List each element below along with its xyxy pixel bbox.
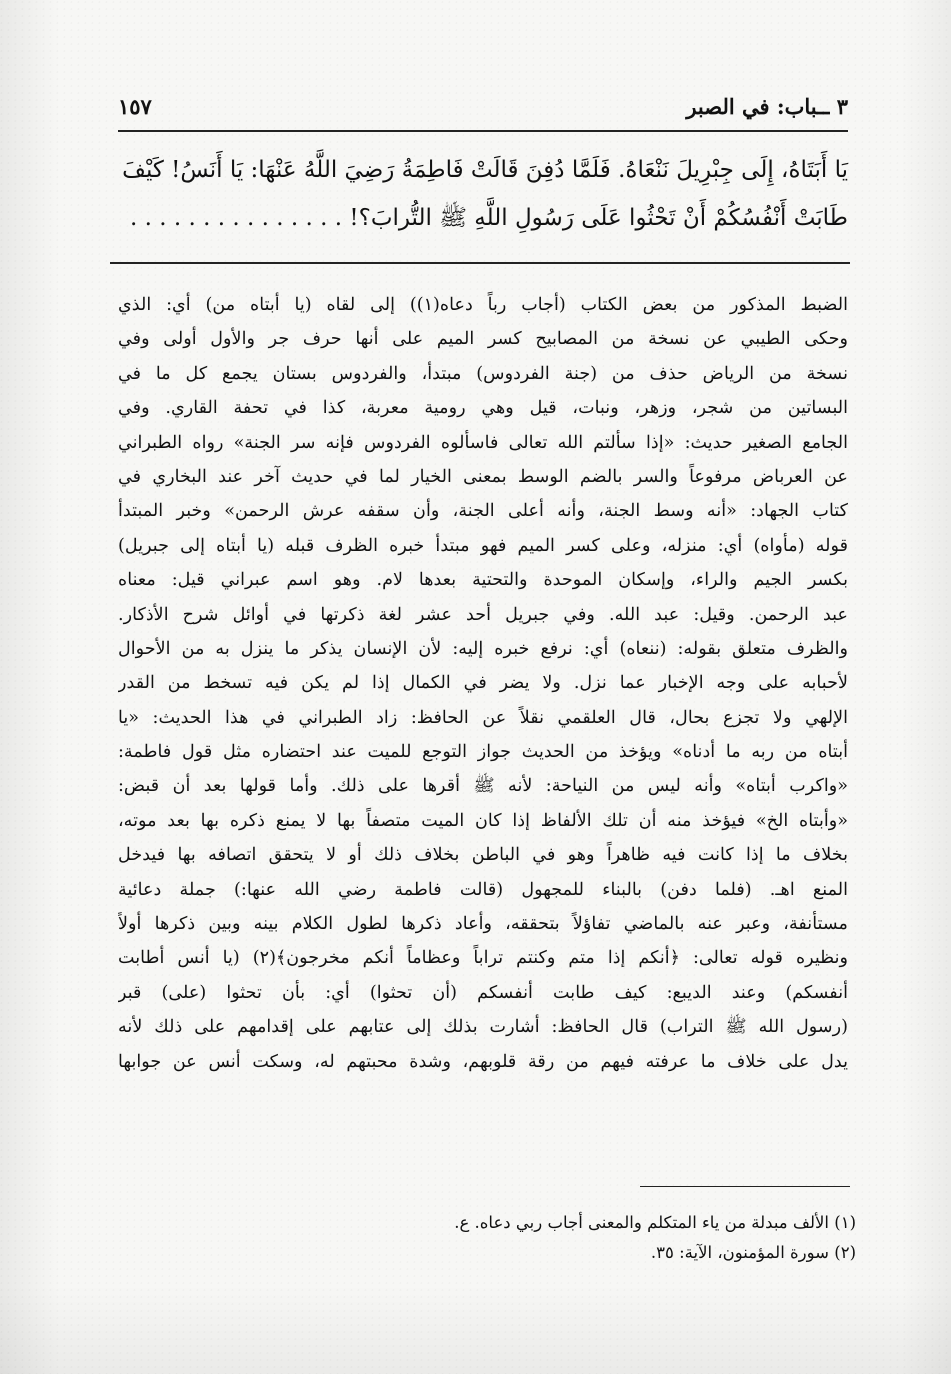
commentary-line: «وأبتاه الخ» فيؤخذ منه أن تلك الألفاظ إذا كان الميت متصفاً بها لا يمنع ذكره بها بعد موته، — [118, 810, 848, 831]
footnote-divider — [640, 1186, 850, 1187]
page-shadow-bottom — [0, 1284, 951, 1374]
header-divider — [118, 130, 848, 132]
commentary-line: الجامع الصغير حديث: «إذا سألتم الله تعالى فاسألوه الفردوس فإنه سر الجنة» رواه الطبراني — [118, 432, 848, 453]
commentary-body — [118, 288, 848, 1079]
commentary-line: قوله (مأواه) أي: منزله، وعلى كسر الميم فهو مبتدأ خبره الظرف قبله (يا أبتاه إلى جبريل) — [118, 535, 848, 556]
commentary-line: بخلاف ما إذا كانت فيه ظاهراً وهو في الباطن بخلاف ذلك أو لا يتحقق اتصافه بها فيدخل — [118, 845, 848, 866]
chapter-title: ٣ ــباب: في الصبر — [686, 94, 848, 119]
page-shadow-right — [901, 0, 951, 1374]
commentary-line: والظرف متعلق بقوله: (ننعاه) أي: نرفع خبره إليه: لأن الإنسان يذكر ما ينزل به من الأحوال — [118, 638, 848, 659]
hadith-line: طَابَتْ أَنْفُسُكُمْ أَنْ تَحْثُوا عَلَى رَسُولِ اللَّهِ ﷺ التُّرابَ؟! . . . . . . . . . . . . . . . — [130, 205, 848, 231]
footnotes — [118, 1208, 856, 1268]
commentary-line: «واكرب أبتاه» وأنه ليس من النياحة: لأنه ﷺ أقرها على ذلك. وأما قولها بعد أن قبض: — [118, 776, 848, 797]
commentary-line: أبتاه من ربه ما أدناه» ويؤخذ من الحديث جواز التوجع للميت عند احتضاره مثل قول فاطمة: — [118, 742, 848, 763]
commentary-line: الإلهي ولا تجزع بحال، قال العلقمي نقلاً عن الحافظ: زاد الطبراني في هذا الحديث: «يا — [118, 707, 848, 728]
commentary-line: (رسول الله ﷺ التراب) قال الحافظ: أشارت بذلك إلى عتابهم على إقدامهم على ذلك لأنه — [118, 1017, 848, 1038]
hadith-line: يَا أَبَتَاهُ، إِلَى جِبْرِيلَ نَنْعَاهُ. فَلَمَّا دُفِنَ قَالَتْ فَاطِمَةُ رَضِيَ اللَّهُ عَنْهَا: يَا أَنَسُ! كَيْفَ — [122, 157, 848, 183]
commentary-line: لأحبابه على وجه الإخبار عما نزل. ولا يضر في الكمال إذا لم يكن فيه تسخط من القدر — [118, 673, 848, 694]
commentary-line: بكسر الجيم والراء، وإسكان الموحدة والتحتية بعدها لام. وهو اسم عبراني قيل: معناه — [118, 570, 848, 591]
page-shadow-left — [0, 0, 60, 1374]
text-divider — [110, 262, 850, 264]
footnote-item: (١) الألف مبدلة من ياء المتكلم والمعنى أجاب ربي دعاه. ع. — [454, 1213, 856, 1232]
commentary-line: يدل على خلاف ما عرفته فيهم من رقة قلوبهم، وشدة محبتهم له، وسكت أنس عن جوابها — [118, 1051, 848, 1072]
footnote-item: (٢) سورة المؤمنون، الآية: ٣٥. — [650, 1243, 856, 1262]
commentary-line: عبد الرحمن. وقيل: عبد الله. وفي جبريل أحد عشر لغة ذكرتها في أوائل شرح الأذكار. — [118, 604, 848, 625]
page-number: ١٥٧ — [118, 94, 152, 119]
commentary-line: الضبط المذكور من بعض الكتاب (أجاب رباً دعاه(١)) إلى لقاه (يا أبتاه من) أي: الذي — [118, 295, 848, 315]
commentary-line: نسخة من الرياض حذف من (جنة الفردوس) مبتدأ، والفردوس بستان يجمع كل ما في — [118, 363, 848, 384]
commentary-line: ونظيره قوله تعالى: ﴿أنكم إذا متم وكنتم تراباً وعظاماً أنكم مخرجون﴾(٢) (يا أنس أطابت — [118, 948, 848, 969]
commentary-line: كتاب الجهاد: «أنه وسط الجنة، وأنه أعلى الجنة، وأن سقفه عرش الرحمن» وخبر المبتدأ — [118, 501, 848, 522]
commentary-line: البساتين من شجر، وزهر، ونبات، قيل وهي رومية معربة، كذا في تحفة القاري. وفي — [118, 398, 848, 419]
commentary-line: وحكى الطيبي عن نسخة من المصابيح كسر الميم على أنها حرف جر والأول أولى وفي — [118, 329, 848, 350]
commentary-line: عن العرباض مرفوعاً والسر بالضم الوسط بمعنى الخيار لما في حديث آخر عند البخاري في — [118, 466, 848, 487]
running-header — [118, 92, 848, 128]
commentary-line: أنفسكم) وعند الديبع: كيف طابت أنفسكم (أن تحثوا) أي: بأن تحثوا (على) قبر — [118, 982, 848, 1003]
commentary-line: المنع اهـ. (فلما دفن) بالبناء للمجهول (قالت فاطمة رضي الله عنها:) جملة دعائية — [118, 879, 848, 900]
commentary-line: مستأنفة، وعبر عنه بالماضي تفاؤلاً بتحققه، وأعاد ذكرها لطول الكلام بينه وبين ذكرها أولاً — [118, 914, 848, 935]
hadith-text — [118, 146, 848, 242]
